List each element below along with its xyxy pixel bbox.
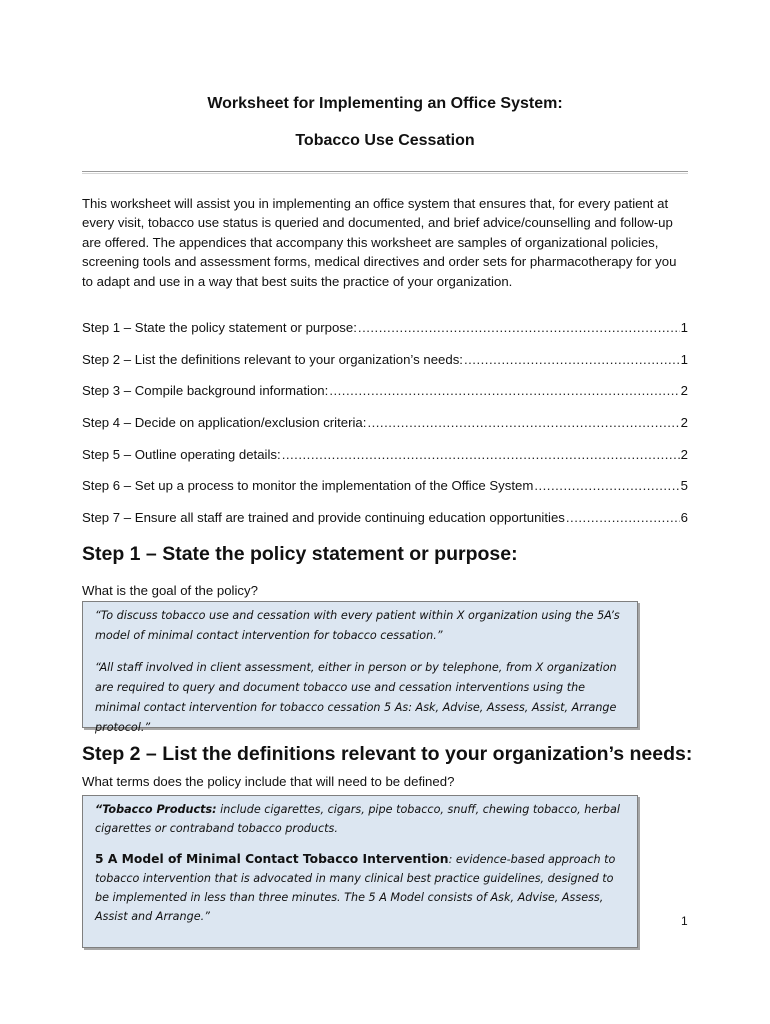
toc-entry-label: Step 1 – State the policy statement or purpose:: [82, 320, 357, 335]
step-1-question: What is the goal of the policy?: [82, 583, 258, 598]
toc-page-number: 6: [680, 510, 688, 526]
toc-page-number: 2: [680, 446, 688, 462]
toc-entry-label: Step 6 – Set up a process to monitor the implementation of the Office System: [82, 478, 534, 494]
definition-text: : evidence-based approach to tobacco intervention that is advocated in many clinical best practice guidelines, designed to be implemented in less than three minutes. The 5 A Model consists of Ask, Advise, Assess, Assist and Arrange.”: [95, 853, 616, 923]
definition-term: “Tobacco Products:: [95, 803, 217, 816]
toc-leader-dots: [358, 320, 680, 335]
definition-text: include cigarettes, cigars, pipe tobacco, snuff, chewing tobacco, herbal cigarettes or contraband tobacco products.: [95, 803, 620, 835]
definitions-box: [82, 795, 638, 948]
step-1-heading: Step 1 – State the policy statement or purpose:: [82, 543, 518, 565]
toc-entry-label: Step 2 – List the definitions relevant to your organization’s needs:: [82, 351, 463, 367]
toc-entry-label: Step 3 – Compile background information:: [82, 383, 329, 399]
definition-5a-model: [95, 850, 625, 926]
document-subtitle: Tobacco Use Cessation: [295, 132, 475, 149]
definition-term: 5 A Model of Minimal Contact Tobacco Intervention: [95, 852, 449, 866]
toc-leader-dots: [329, 383, 679, 398]
toc-entry-step-2[interactable]: [82, 352, 688, 384]
toc-entry-label: Step 7 – Ensure all staff are trained and provide continuing education opportunities: [82, 510, 565, 526]
toc-page-number: 2: [680, 383, 688, 399]
toc-leader-dots: [367, 415, 679, 430]
toc-entry-step-7[interactable]: [82, 510, 688, 542]
title-divider: [82, 171, 688, 174]
toc-entry-step-6[interactable]: [82, 478, 688, 510]
toc-page-number: 2: [680, 415, 688, 431]
toc-leader-dots: [566, 510, 680, 525]
step-2-heading: Step 2 – List the definitions relevant to your organization’s needs:: [82, 743, 693, 765]
policy-quote: “To discuss tobacco use and cessation with every patient within X organization using the 5A’s model of minimal contact intervention for tobacco cessation.”: [95, 609, 620, 642]
policy-quote: “All staff involved in client assessment, either in person or by telephone, from X organization are required to query and document tobacco use and cessation interventions using the minimal contact intervention for tobacco cessation 5 As: Ask, Advise, Assess, Assist, Arrange protocol.”: [95, 661, 617, 734]
page-number: 1: [681, 914, 688, 928]
table-of-contents: [82, 320, 688, 542]
toc-entry-step-1[interactable]: [82, 320, 688, 352]
toc-leader-dots: [282, 447, 680, 462]
definition-tobacco-products: [95, 800, 625, 838]
toc-leader-dots: [464, 352, 680, 367]
intro-paragraph: This worksheet will assist you in implementing an office system that ensures that, for every patient at every visit, tobacco use status is queried and documented, and brief advice/counselling and follow-up are offered. The appendices that accompany this worksheet are samples of organizational policies, screening tools and assessment forms, medical directives and order sets for pharmacotherapy for you to adapt and use in a way that best suits the practice of your organization.: [82, 196, 677, 289]
toc-entry-label: Step 5 – Outline operating details:: [82, 446, 281, 462]
step-2-question: What terms does the policy include that will need to be defined?: [82, 774, 455, 789]
policy-statement-box: [82, 601, 638, 734]
toc-entry-step-5[interactable]: [82, 447, 688, 479]
toc-page-number: 1: [680, 320, 688, 335]
toc-page-number: 1: [680, 351, 688, 367]
toc-entry-step-4[interactable]: [82, 415, 688, 447]
toc-leader-dots: [534, 478, 679, 493]
document-title: Worksheet for Implementing an Office System:: [207, 95, 563, 112]
toc-entry-step-3[interactable]: [82, 383, 688, 415]
toc-page-number: 5: [680, 478, 688, 494]
toc-entry-label: Step 4 – Decide on application/exclusion criteria:: [82, 415, 367, 431]
